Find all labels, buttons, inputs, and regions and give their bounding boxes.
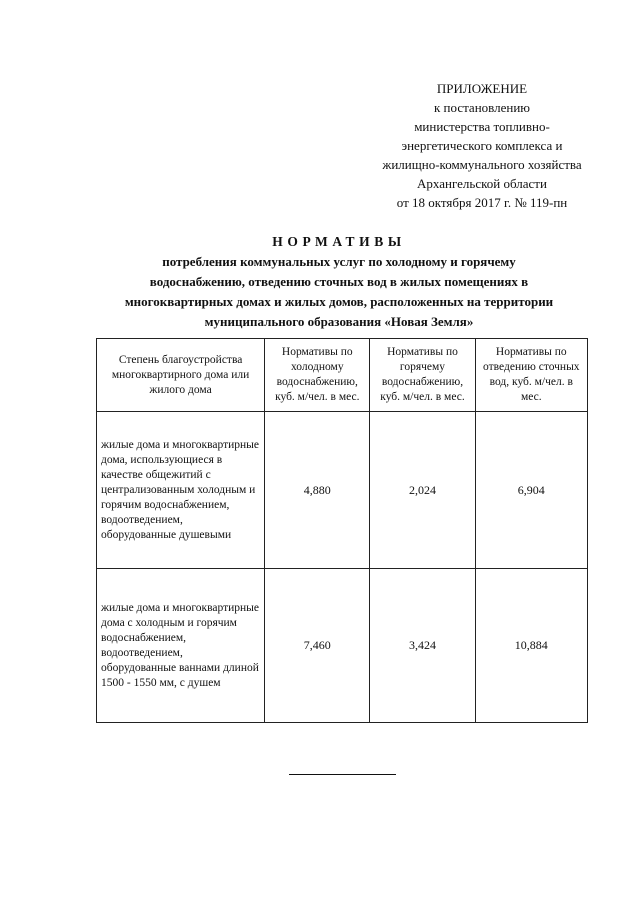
appendix-date-line: от 18 октября 2017 г. № 119-пн xyxy=(396,195,568,210)
title-line: многоквартирных домах и жилых домов, расположенных на территории xyxy=(124,294,554,309)
appendix-line: министерства топливно- xyxy=(414,119,550,134)
appendix-line: жилищно-коммунального хозяйства xyxy=(382,157,582,172)
cell-sewage: 10,884 xyxy=(475,569,587,723)
title-line: муниципального образования «Новая Земля» xyxy=(204,314,474,329)
closing-divider xyxy=(289,774,396,775)
cell-hot-water: 3,424 xyxy=(370,569,475,723)
cell-cold-water: 4,880 xyxy=(265,412,370,569)
cell-description: жилые дома и многоквартирные дома с холодным и горячим водоснабжением, водоотведением, оборудованные ваннами длиной 1500 - 1550 мм, с душем xyxy=(97,569,265,723)
cell-hot-water: 2,024 xyxy=(370,412,475,569)
header-cell-hot-water: Нормативы по горячему водоснабжению, куб. м/чел. в мес. xyxy=(370,339,475,412)
table-row xyxy=(97,569,588,723)
norms-table xyxy=(96,338,588,723)
document-title xyxy=(78,232,600,332)
appendix-line: энергетического комплекса и xyxy=(401,138,563,153)
title-line: водоснабжению, отведению сточных вод в жилых помещениях в xyxy=(149,274,529,289)
header-cell-amenity: Степень благоустройства многоквартирного дома или жилого дома xyxy=(97,339,265,412)
appendix-title: ПРИЛОЖЕНИЕ xyxy=(436,81,528,96)
header-cell-sewage: Нормативы по отведению сточных вод, куб. м/чел. в мес. xyxy=(475,339,587,412)
appendix-line: Архангельской области xyxy=(417,176,547,191)
table-row xyxy=(97,412,588,569)
appendix-line: к постановлению xyxy=(433,100,531,115)
cell-description: жилые дома и многоквартирные дома, использующиеся в качестве общежитий с централизованным холодным и горячим водоснабжением, водоотведением, оборудованные душевыми xyxy=(97,412,265,569)
cell-cold-water: 7,460 xyxy=(265,569,370,723)
appendix-block xyxy=(340,79,624,212)
table-header-row xyxy=(97,339,588,412)
title-heading: НОРМАТИВЫ xyxy=(272,234,406,249)
header-cell-cold-water: Нормативы по холодному водоснабжению, куб. м/чел. в мес. xyxy=(265,339,370,412)
title-line: потребления коммунальных услуг по холодному и горячему xyxy=(162,254,516,269)
cell-sewage: 6,904 xyxy=(475,412,587,569)
